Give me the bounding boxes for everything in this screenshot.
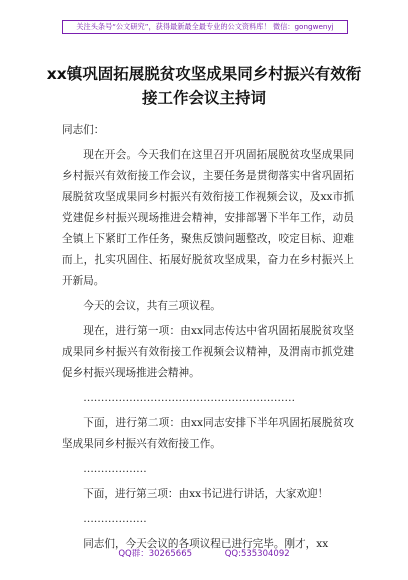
document-body — [62, 120, 354, 559]
footer-qq: QQ:535304092 — [224, 549, 290, 559]
document-title: xx镇巩固拓展脱贫攻坚成果同乡村振兴有效衔接工作会议主持词 — [46, 65, 362, 107]
paragraph-closing: 同志们，今天会议的各项议程已进行完毕。刚才，xx — [83, 538, 329, 550]
footer — [0, 547, 408, 559]
paragraph-item-1: 现在，进行第一项：由xx同志传达中省巩固拓展脱贫攻坚成果同乡村振兴有效衔接工作视频会议精神，及渭南市抓党建促乡村振兴现场推进会精神。 — [62, 325, 354, 379]
ellipsis-line-1: …………………………………………………… — [83, 392, 296, 404]
ellipsis-line-3: ……………… — [83, 513, 147, 525]
paragraph-opening: 现在开会。今天我们在这里召开巩固拓展脱贫攻坚成果同乡村振兴有效衔接工作会议，主要任务是贯彻落实中省巩固拓展脱贫攻坚成果同乡村振兴有效衔接工作视频会议，及xx市抓党建促乡村振兴现场推进会精神，安排部署下半年工作，动员全镇上下紧盯工作任务，聚焦反馈问题整改，咬定目标、迎难而上，扎实巩固住、拓展好脱贫攻坚成果，奋力在乡村振兴上开新局。 — [62, 149, 354, 287]
ellipsis-line-2: ……………… — [83, 463, 147, 475]
paragraph-agenda: 今天的会议，共有三项议程。 — [83, 300, 221, 312]
salutation: 同志们： — [62, 124, 105, 136]
header-banner: 关注头条号“公文研究”，获得最新最全最专业的公文资料库！ 微信：gongwenyj — [62, 20, 348, 34]
footer-qq-group: QQ群：30265665 — [118, 549, 193, 559]
paragraph-item-2: 下面，进行第二项：由xx同志安排下半年巩固拓展脱贫攻坚成果同乡村振兴有效衔接工作。 — [62, 417, 354, 450]
paragraph-item-3: 下面，进行第三项：由xx书记进行讲话，大家欢迎！ — [83, 488, 329, 500]
